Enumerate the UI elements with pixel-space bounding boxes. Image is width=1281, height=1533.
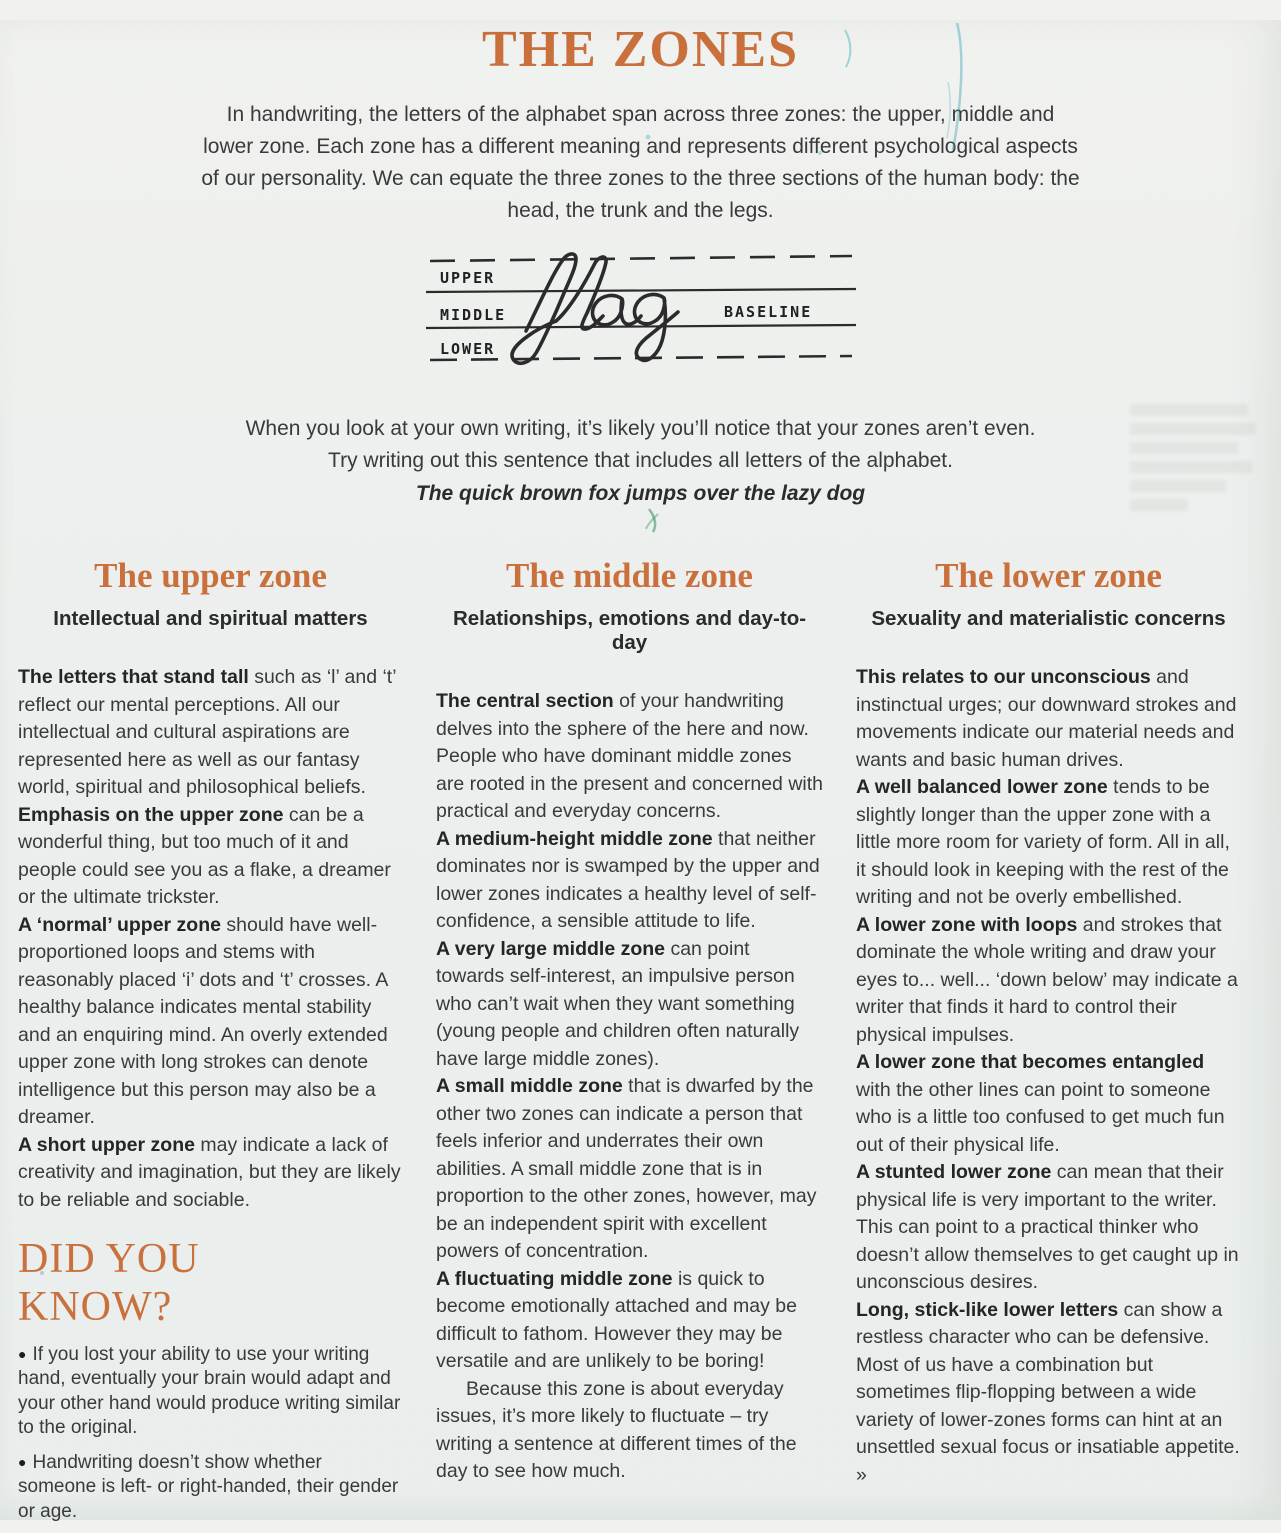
paragraph-text: that neither dominates nor is swamped by the upper and lower zones indicates a healthy level of self-confidence, a sensible attitude to life. [436,827,820,932]
column-heading-middle: The middle zone [506,556,753,595]
paragraph-leadin: A lower zone with loops [856,913,1078,936]
baseline-line [426,325,856,328]
intro-line: lower zone. Each zone has a different meaning and represents different psychological aspects [203,135,1078,158]
paragraph-text: such as ‘l’ and ‘t’ reflect our mental perceptions. All our intellectual and cultural aspirations are represented here as well as our fantasy world, spiritual and philosophical beliefs. [18,666,396,798]
paragraph-text: that is dwarfed by the other two zones can indicate a person that feels inferior and underrates their own abilities. A small middle zone that is in proportion to the other zones, however, may be an independent spirit with excellent powers of concentration. [436,1075,817,1262]
paragraph-leadin: A lower zone that becomes entangled [856,1051,1205,1073]
body-paragraph [436,936,823,1074]
column-body-middle [436,688,823,1486]
body-paragraph [18,802,403,912]
columns-section [0,556,1281,1533]
exercise-text [0,413,1281,510]
column-middle-zone [436,556,823,1533]
paragraph-leadin: A very large middle zone [436,937,666,960]
baseline-label: BASELINE [723,303,812,321]
column-heading-lower: The lower zone [935,556,1162,595]
did-you-know-bullet: ● If you lost your ability to use your writing hand, eventually your brain would adapt and your other hand would produce writing similar to the original. [18,1343,401,1439]
upper-dashed-line [430,256,852,261]
handwritten-flag-word [512,254,678,363]
lower-zone-label: LOWER [439,340,495,358]
did-you-know-list [18,1342,403,1525]
intro-line: In handwriting, the letters of the alphabet span across three zones: the upper, middle and [226,103,1055,126]
middle-zone-label: MIDDLE [439,306,506,324]
body-paragraph [436,688,823,826]
paragraph-text: Because this zone is about everyday issues, it’s more likely to fluctuate – try writing a sentence at different times of the day to see how much. [436,1377,797,1482]
paragraph-text: is quick to become emotionally attached and may be difficult to fathom. However they may be versatile and are unlikely to be boring! [436,1267,797,1372]
exercise-line: Try writing out this sentence that includes all letters of the alphabet. [328,449,953,472]
paragraph-text: can show a restless character who can be defensive. Most of us have a combination but sometimes flip-flopping between a wide variety of lower-zones forms can hint at an unsettled sexual focus or insatiable appetite. » [856,1298,1240,1486]
column-subheading-middle: Relationships, emotions and day-to-day [452,607,807,654]
zones-diagram [426,251,856,381]
bullet-icon: ● [18,1453,27,1470]
body-paragraph [856,912,1241,1050]
body-paragraph [18,912,403,1132]
column-body-upper [18,664,403,1214]
body-paragraph [436,1376,823,1486]
paragraph-leadin: Long, stick-like lower letters [856,1298,1119,1321]
did-you-know-heading: DID YOU KNOW? [18,1236,200,1330]
column-body-lower [856,664,1241,1489]
did-you-know-bullet: ● Handwriting doesn’t show whether someone is left- or right-handed, their gender or age. [18,1451,399,1522]
paragraph-text: can point towards self-interest, an impulsive person who can’t wait when they want something (young people and children often naturally have large middle zones). [436,937,800,1070]
paragraph-leadin: Emphasis on the upper zone [18,803,284,826]
paragraph-text: and instinctual urges; our downward strokes and movements indicate our material needs and wants and basic human drives. [856,666,1237,771]
body-paragraph [856,1297,1241,1490]
body-paragraph [856,774,1241,912]
body-paragraph [436,1266,823,1376]
intro-line: head, the trunk and the legs. [507,199,774,222]
paragraph-leadin: The letters that stand tall [18,666,249,688]
paragraph-leadin: This relates to our unconscious [856,666,1151,688]
pangram-sentence: The quick brown fox jumps over the lazy dog [415,482,866,505]
paragraph-text: of your handwriting delves into the sphere of the here and now. People who have dominant middle zones are rooted in the present and concerned with practical and everyday concerns. [436,690,824,822]
paragraph-leadin: A medium-height middle zone [436,827,713,850]
column-subheading-lower: Sexuality and materialistic concerns [871,607,1226,630]
body-paragraph [436,826,823,936]
paragraph-leadin: A short upper zone [18,1133,195,1156]
paragraph-text: tends to be slightly longer than the upper zone with a little more room for variety of form. All in all, it should look in keeping with the rest of the writing and not be overly embellished. [856,776,1230,908]
body-paragraph [18,664,403,802]
intro-line: of our personality. We can equate the three zones to the three sections of the human body: the [201,167,1080,190]
upper-zone-label: UPPER [439,269,495,287]
paragraph-text: and strokes that dominate the whole writing and draw your eyes to... well... ‘down below’ may indicate a writer that finds it hard to control their physical impulses. [856,913,1238,1046]
paragraph-leadin: A stunted lower zone [856,1161,1052,1183]
exercise-line: When you look at your own writing, it’s likely you’ll notice that your zones aren’t even. [245,417,1036,440]
bullet-icon: ● [18,1345,27,1362]
magazine-page [0,20,1281,1520]
column-upper-zone [18,556,403,1533]
middle-top-line [426,289,856,292]
body-paragraph [856,1049,1241,1159]
intro-paragraph [0,99,1281,227]
column-heading-upper: The upper zone [94,556,327,595]
body-paragraph [18,1132,403,1215]
column-subheading-upper: Intellectual and spiritual matters [53,607,368,630]
body-paragraph [436,1073,823,1266]
paragraph-leadin: A ‘normal’ upper zone [18,913,221,936]
paragraph-text: can mean that their physical life is very important to the writer. This can point to a practical thinker who doesn’t allow themselves to get caught up in unconscious desires. [856,1161,1239,1293]
paragraph-text: may indicate a lack of creativity and imagination, but they are likely to be reliable and sociable. [18,1133,401,1211]
zones-diagram-svg [426,251,856,381]
article [0,20,1281,1533]
paragraph-leadin: The central section [436,690,614,712]
paragraph-leadin: A well balanced lower zone [856,776,1108,798]
column-lower-zone [856,556,1241,1533]
paragraph-text: can be a wonderful thing, but too much of it and people could see you as a flake, a dreamer or the ultimate trickster. [18,803,391,908]
paragraph-text: with the other lines can point to someone who is a little too confused to get much fun out of their physical life. [856,1078,1225,1156]
paragraph-leadin: A fluctuating middle zone [436,1267,673,1290]
body-paragraph [856,1159,1241,1297]
paragraph-text: should have well-proportioned loops and stems with reasonably placed ‘i’ dots and ‘t’ crosses. A healthy balance indicates mental stability and an enquiring mind. An overly extended upper zone with long strokes can denote intelligence but this person may also be a dreamer. [18,913,388,1128]
page-title: THE ZONES [481,21,800,78]
body-paragraph [856,664,1241,774]
paragraph-leadin: A small middle zone [436,1075,623,1097]
